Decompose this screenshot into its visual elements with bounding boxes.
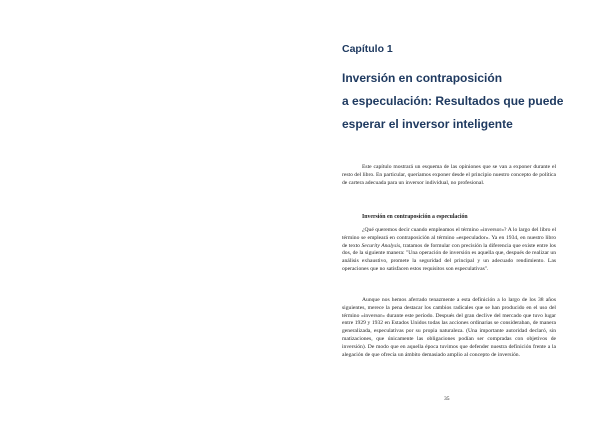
book-title-italic: Security Analysis xyxy=(361,242,401,249)
chapter-title-line-3: esperar el inversor inteligente xyxy=(342,117,513,131)
section-paragraph-2: Aunque nos hemos aferrado tenazmente a esta definición a lo largo de los 38 años siguientes, merece la pena destacar los cambios radicales que se han producido en el uso del término «inversor» durante este período. Después del gran declive del mercado que tuvo lugar entre 1929 y 1932 en Estados Unidos todas las acciones ordinarias se consideraban, de manera generalizada, especulativas por su propia naturaleza. (Una importante autoridad declaró, sin matizaciones, que únicamente las obligaciones podían ser compradas con objetivos de inversión). De modo que en aquella época tuvimos que defender nuestra definición frente a la alegación de que ofrecía un ámbito demasiado amplio al concepto de inversión. xyxy=(342,297,556,358)
chapter-title-line-1: Inversión en contraposición xyxy=(342,71,503,85)
paragraph-1-text-before: ¿Qué queremos decir cuando empleamos el término «inversor»? A lo largo del libro el término se empleará en contraposición al término «especulador». Ya en 1934, en nuestro libro de texto xyxy=(342,227,556,249)
chapter-title-line-2: a especulación: Resultados que puede xyxy=(342,94,564,108)
chapter-label: Capítulo 1 xyxy=(342,43,393,55)
page-number: 35 xyxy=(444,396,450,402)
section-heading: Inversión en contraposición a especulación xyxy=(362,214,468,220)
intro-paragraph: Este capítulo mostrará un esquema de las opiniones que se van a exponer durante el resto del libro. En particular, queríamos exponer desde el principio nuestro concepto de política de cartera adecuada para un inversor individual, no profesional. xyxy=(342,164,556,186)
section-paragraph-1 xyxy=(342,227,556,274)
paragraph-1-text-after: , tratamos de formular con precisión la diferencia que existe entre los dos, de la siguiente manera: "Una operación de inversión es aquella que, después de realizar un análisis exhaustivo, promete la seguridad del principal y un adecuado rendimiento. Las operaciones que no satisfacen estos requisitos son especulativas". xyxy=(342,242,556,272)
